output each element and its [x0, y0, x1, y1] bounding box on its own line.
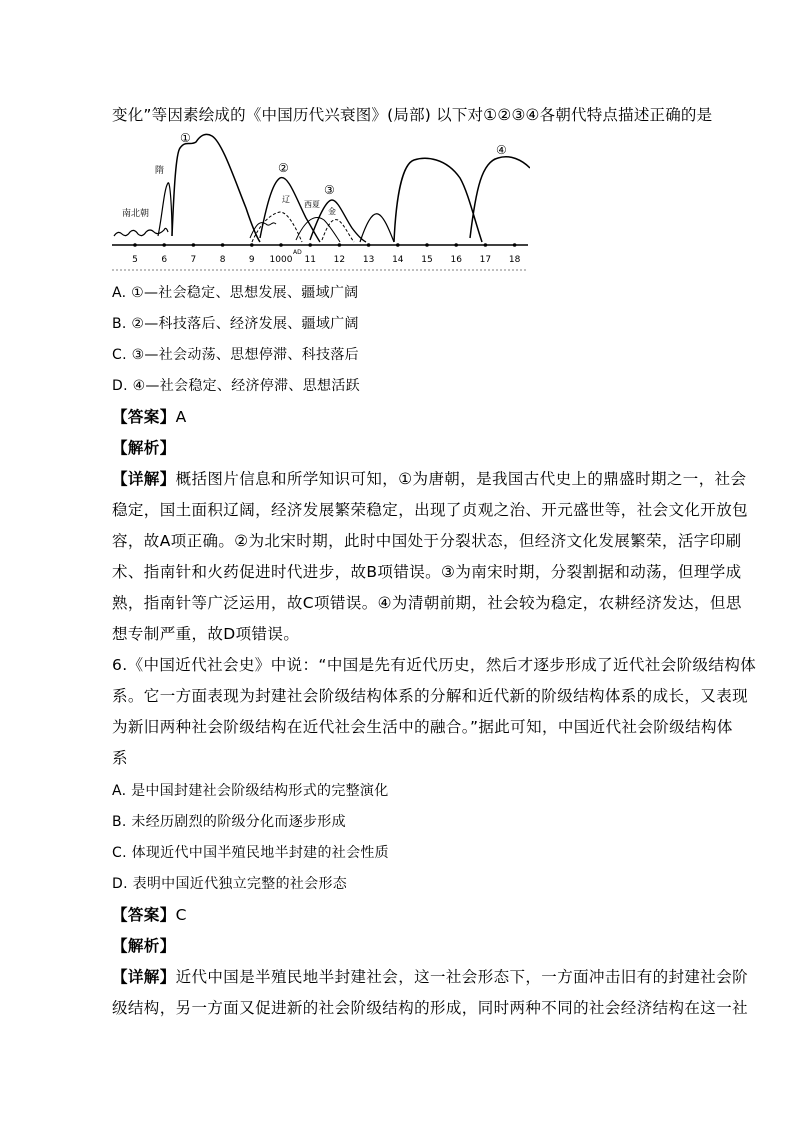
answer-label: 【答案】: [112, 906, 176, 924]
x-tick: [425, 243, 429, 247]
x-tick-label: 12: [333, 255, 346, 265]
q5-option-d: D. ④—社会稳定、经济停滞、思想活跃: [112, 378, 360, 394]
x-tick: [484, 243, 488, 247]
x-tick: [396, 243, 400, 247]
q6-analysis-label: 【解析】: [112, 937, 176, 955]
detail-label: 【详解】: [112, 470, 176, 488]
x-tick: [279, 243, 283, 247]
answer-value: A: [175, 408, 187, 426]
x-tick-label: 6: [161, 255, 168, 265]
x-tick-label: 5: [132, 255, 138, 265]
q5-stem: 变化”等因素绘成的《中国历代兴衰图》(局部) 以下对①②③④各朝代特点描述正确的是: [112, 106, 713, 124]
detail-label: 【详解】: [112, 968, 176, 986]
x-tick-label: 15: [421, 255, 433, 265]
line-nanbeichao: [114, 228, 168, 236]
x-tick: [133, 243, 137, 247]
q6-stem-line: 系。它一方面表现为封建社会阶级结构体系的分解和近代新的阶级结构体系的成长，又表现: [112, 687, 749, 705]
q5-detail-line: 【详解】概括图片信息和所学知识可知，①为唐朝，是我国古代史上的鼎盛时期之一，社会: [112, 470, 747, 488]
answer-label: 【答案】: [112, 408, 176, 426]
q6-answer: [112, 903, 187, 925]
q5-detail-line: 容，故A项正确。②为北宋时期，此时中国处于分裂状态，但经济文化发展繁荣，活字印刷: [112, 532, 742, 550]
label-liao: 辽: [282, 195, 290, 204]
q6-option-d: D. 表明中国近代独立完整的社会形态: [112, 876, 348, 892]
label-jin: 金: [328, 207, 336, 216]
q6-option-c: C. 体现近代中国半殖民地半封建的社会性质: [112, 845, 389, 861]
x-unit: AD: [293, 249, 302, 256]
x-tick: [162, 243, 166, 247]
q6-stem-line: 为新旧两种社会阶级结构在近代社会生活中的融合。”据此可知，中国近代社会阶级结构体: [112, 718, 733, 736]
x-tick-label: 7: [190, 255, 197, 265]
q5-detail-line: 想专制严重，故D项错误。: [112, 625, 300, 643]
x-tick-label: 14: [392, 255, 404, 265]
x-tick-label: 11: [304, 255, 316, 265]
answer-value: C: [175, 906, 187, 924]
x-tick: [338, 243, 342, 247]
q5-analysis-label: 【解析】: [112, 439, 176, 457]
q6-option-b: B. 未经历剧烈的阶级分化而逐步形成: [112, 814, 346, 830]
x-tick: [454, 243, 458, 247]
q5-option-b: B. ②—科技落后、经济发展、疆域广阔: [112, 316, 359, 332]
x-tick-label: 1000: [269, 255, 293, 265]
x-tick: [308, 243, 312, 247]
marker-2: ②: [278, 161, 289, 175]
x-tick: [221, 243, 225, 247]
label-xixia: 西夏: [304, 200, 320, 209]
q5-detail-line: 稳定，国土面积辽阔，经济发展繁荣稳定，出现了贞观之治、开元盛世等，社会文化开放包: [112, 501, 749, 519]
rise-and-fall-chart: [110, 128, 530, 273]
line-tang: [172, 134, 260, 242]
line-yuan: [360, 214, 394, 242]
q6-detail-line: 【详解】近代中国是半殖民地半封建社会，这一社会形态下，一方面冲击旧有的封建社会阶: [112, 968, 749, 986]
q5-detail-line: 术、指南针和火药促进时代进步，故B项错误。③为南宋时期，分裂割据和动荡，但理学成: [112, 563, 742, 581]
line-beisong: [260, 178, 320, 242]
x-tick-label: 13: [362, 255, 375, 265]
line-ming: [394, 158, 482, 242]
x-tick: [250, 243, 254, 247]
x-tick: [192, 243, 196, 247]
x-tick-label: 16: [450, 255, 462, 265]
marker-3: ③: [324, 183, 335, 197]
x-tick-label: 8: [219, 255, 226, 265]
line-qing: [470, 157, 530, 238]
label-nanbeichao: 南北朝: [122, 209, 150, 219]
x-tick-label: 18: [508, 255, 521, 265]
q5-option-c: C. ③—社会动荡、思想停滞、科技落后: [112, 347, 359, 363]
q6-stem-line: 系: [112, 749, 128, 767]
x-tick-label: 9: [248, 255, 255, 265]
x-tick: [513, 243, 517, 247]
label-sui: 隋: [155, 166, 165, 176]
q6-stem-line: 6.《中国近代社会史》中说：“中国是先有近代历史，然后才逐步形成了近代社会阶级结构体: [112, 656, 757, 674]
q5-answer: [112, 405, 187, 427]
x-tick-label: 17: [479, 255, 492, 265]
q6-detail-line: 级结构，另一方面又促进新的社会阶级结构的形成，同时两种不同的社会经济结构在这一社: [112, 999, 749, 1017]
x-tick: [367, 243, 371, 247]
q5-detail-line: 熟，指南针等广泛运用，故C项错误。④为清朝前期，社会较为稳定，农耕经济发达，但思: [112, 594, 742, 612]
q6-option-a: A. 是中国封建社会阶级结构形式的完整演化: [112, 783, 389, 799]
q5-option-a: A. ①—社会稳定、思想发展、疆域广阔: [112, 285, 359, 301]
marker-1: ①: [180, 131, 191, 145]
marker-4: ④: [496, 143, 507, 157]
